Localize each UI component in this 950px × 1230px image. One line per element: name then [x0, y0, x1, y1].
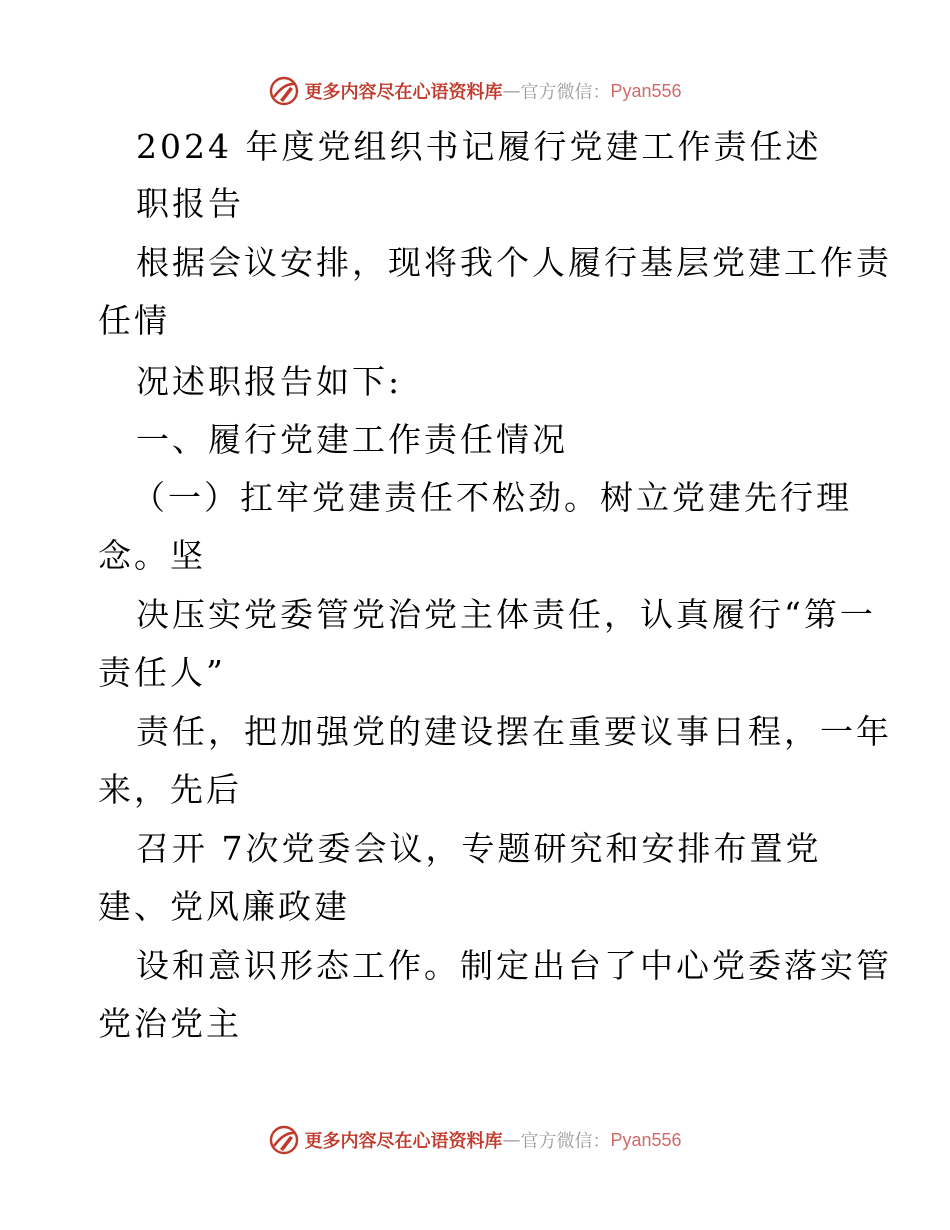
paragraph-line: （一）扛牢党建责任不松劲。树立党建先行理	[132, 478, 852, 517]
watermark-label: 官方微信：	[520, 82, 611, 103]
paragraph-line: 念。坚	[98, 536, 206, 575]
paragraph-line: 决压实党委管党治党主体责任，认真履行“第一	[136, 595, 876, 634]
paragraph-line: 召开 7次党委会议，专题研究和安排布置党	[136, 829, 822, 868]
paragraph-line: 况述职报告如下:	[136, 362, 403, 401]
title-line-2: 职报告	[136, 184, 244, 223]
watermark-main-text: 更多内容尽在心语资料库	[304, 1131, 503, 1152]
paragraph-line: 任情	[98, 301, 170, 340]
watermark-separator: —	[502, 1129, 521, 1151]
paragraph-line: 责任人”	[98, 653, 226, 692]
watermark-main-text: 更多内容尽在心语资料库	[304, 82, 503, 103]
section-heading: 一、履行党建工作责任情况	[136, 420, 568, 459]
paragraph-line: 设和意识形态工作。制定出台了中心党委落实管	[136, 946, 892, 985]
watermark-brand: Pyan556	[610, 80, 682, 101]
title-line-1: 2024 年度党组织书记履行党建工作责任述	[136, 127, 822, 166]
watermark-brand: Pyan556	[610, 1129, 682, 1150]
paragraph-line: 党治党主	[98, 1004, 242, 1043]
watermark-label: 官方微信：	[520, 1131, 611, 1152]
footer-watermark	[0, 1122, 950, 1158]
paragraph-line: 根据会议安排，现将我个人履行基层党建工作责	[136, 243, 892, 282]
paragraph-line: 建、党风廉政建	[98, 887, 350, 926]
paragraph-line: 责任，把加强党的建设摆在重要议事日程，一年	[136, 712, 892, 751]
watermark-separator: —	[502, 80, 521, 102]
pen-logo-icon	[268, 1124, 300, 1156]
paragraph-line: 来，先后	[98, 770, 242, 809]
